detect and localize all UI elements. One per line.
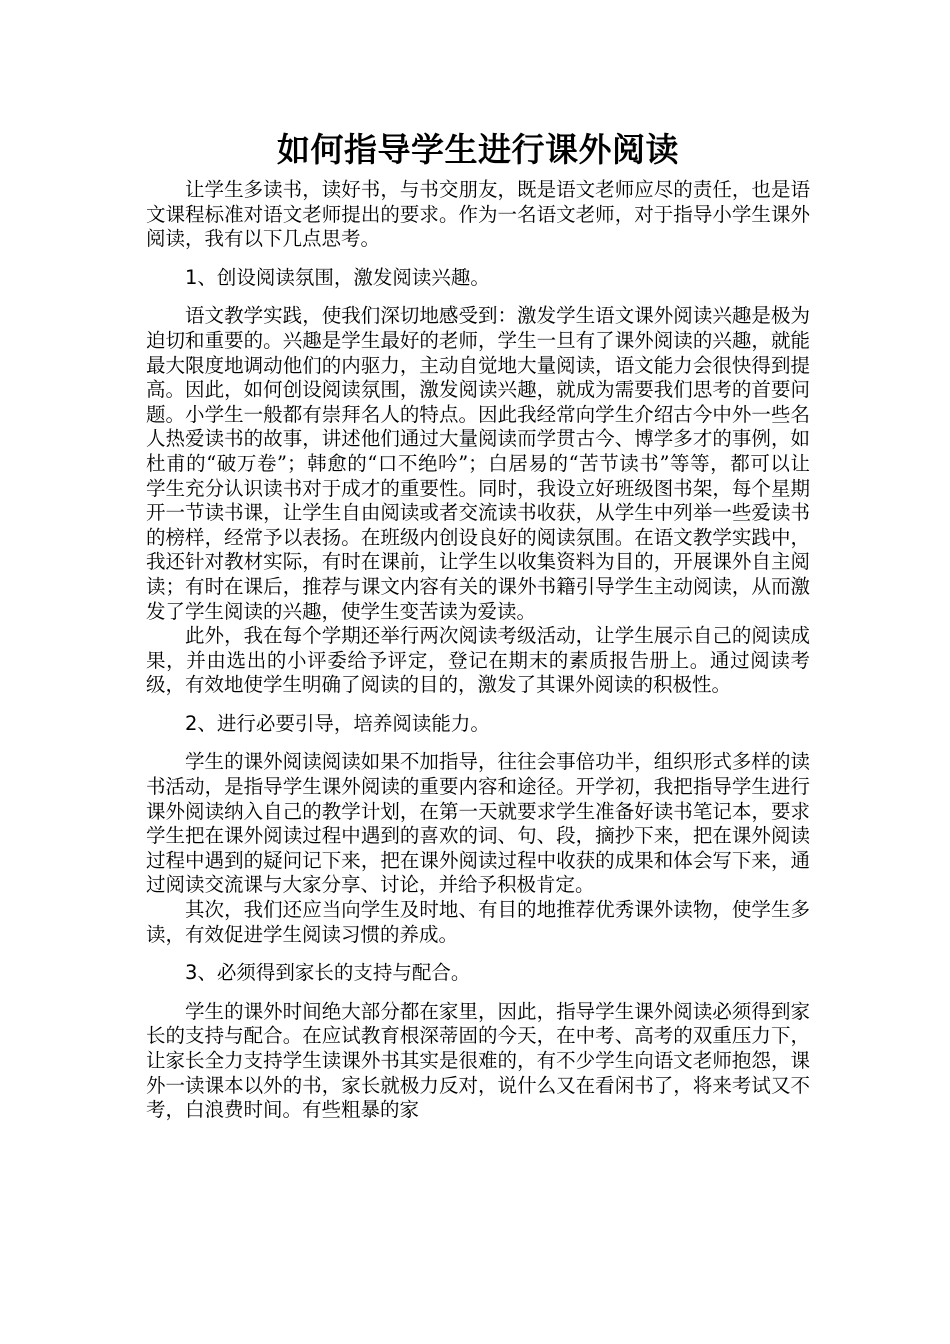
section-heading-3: 3、必须得到家长的支持与配合。	[185, 961, 471, 985]
section-heading-2: 2、进行必要引导，培养阅读能力。	[185, 711, 490, 735]
intro-paragraph: 让学生多读书，读好书，与书交朋友，既是语文老师应尽的责任，也是语文课程标准对语文老师提出的要求。作为一名语文老师，对于指导小学生课外阅读，我有以下几点思考。	[146, 178, 810, 251]
section-2-paragraph-1: 学生的课外阅读阅读如果不加指导，往往会事倍功半，组织形式多样的读书活动，是指导学生课外阅读的重要内容和途径。开学初，我把指导学生进行课外阅读纳入自己的教学计划，在第一天就要求学生准备好读书笔记本，要求学生把在课外阅读过程中遇到的喜欢的词、句、段，摘抄下来，把在课外阅读过程中遇到的疑问记下来，把在课外阅读过程中收获的成果和体会写下来，通过阅读交流课与大家分享、讨论，并给予积极肯定。	[146, 750, 810, 897]
section-heading-1: 1、创设阅读氛围，激发阅读兴趣。	[185, 265, 490, 289]
document-title: 如何指导学生进行课外阅读	[277, 130, 679, 169]
section-1-paragraph-1: 语文教学实践，使我们深切地感受到：激发学生语文课外阅读兴趣是极为迫切和重要的。兴趣是学生最好的老师，学生一旦有了课外阅读的兴趣，就能最大限度地调动他们的内驱力，主动自觉地大量阅读，语文能力会很快得到提高。因此，如何创设阅读氛围，激发阅读兴趣，就成为需要我们思考的首要问题。小学生一般都有崇拜名人的特点。因此我经常向学生介绍古今中外一些名人热爱读书的故事，讲述他们通过大量阅读而学贯古今、博学多才的事例，如杜甫的“破万卷”；韩愈的“口不绝吟”；白居易的“苦节读书”等等，都可以让学生充分认识读书对于成才的重要性。同时，我设立好班级图书架，每个星期开一节读书课，让学生自由阅读或者交流读书收获，从学生中列举一些爱读书的榜样，经常予以表扬。在班级内创设良好的阅读氛围。在语文教学实践中，我还针对教材实际，有时在课前，让学生以收集资料为目的，开展课外自主阅读；有时在课后，推荐与课文内容有关的课外书籍引导学生主动阅读，从而激发了学生阅读的兴趣，使学生变苦读为爱读。	[146, 304, 810, 623]
section-1-paragraph-2: 此外，我在每个学期还举行两次阅读考级活动，让学生展示自己的阅读成果，并由选出的小评委给予评定，登记在期末的素质报告册上。通过阅读考级，有效地使学生明确了阅读的目的，激发了其课外阅读的积极性。	[146, 624, 810, 697]
section-2-paragraph-2: 其次，我们还应当向学生及时地、有目的地推荐优秀课外读物，使学生多读，有效促进学生阅读习惯的养成。	[146, 898, 810, 946]
section-3-paragraph-1: 学生的课外时间绝大部分都在家里，因此，指导学生课外阅读必须得到家长的支持与配合。在应试教育根深蒂固的今天，在中考、高考的双重压力下，让家长全力支持学生读课外书其实是很难的，有不少学生向语文老师抱怨，课外一读课本以外的书，家长就极力反对，说什么又在看闲书了，将来考试又不考，白浪费时间。有些粗暴的家	[146, 999, 810, 1122]
document-body	[146, 128, 810, 1123]
